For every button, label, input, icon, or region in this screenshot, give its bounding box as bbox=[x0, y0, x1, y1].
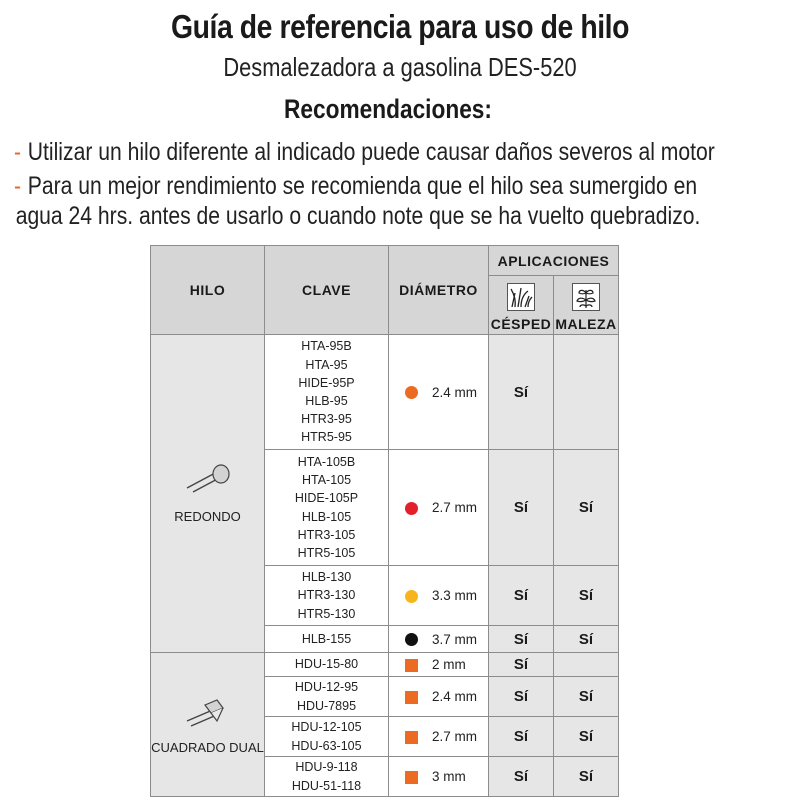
page-title: Guía de referencia para uso de hilo bbox=[170, 8, 630, 45]
header-hilo: HILO bbox=[151, 246, 265, 335]
cesped-value: Sí bbox=[489, 677, 554, 717]
cesped-value: Sí bbox=[489, 757, 554, 797]
diameter-value: 2 mm bbox=[432, 657, 466, 672]
line-type-label: REDONDO bbox=[174, 508, 241, 524]
table-row bbox=[151, 335, 619, 450]
diameter-cell bbox=[389, 566, 489, 626]
grass-icon bbox=[507, 283, 535, 311]
diameter-cell bbox=[389, 677, 489, 717]
diameter-value: 2.4 mm bbox=[432, 689, 478, 704]
square-dual-line-icon bbox=[151, 695, 264, 730]
diameter-cell bbox=[389, 335, 489, 450]
page-subtitle: Desmalezadora a gasolina DES-520 bbox=[223, 52, 577, 82]
diameter-value: 3.7 mm bbox=[432, 631, 478, 647]
line-type-cell bbox=[151, 653, 265, 797]
sku-list: HTA-105B HTA-105 HIDE-105P HLB-105 HTR3-105 HTR5-105 bbox=[265, 450, 389, 566]
sku-list: HDU-15-80 bbox=[265, 653, 389, 677]
weeds-icon bbox=[572, 283, 600, 311]
maleza-value: Sí bbox=[554, 450, 619, 566]
maleza-value: Sí bbox=[554, 757, 619, 797]
sku-list: HDU-9-118 HDU-51-118 bbox=[265, 757, 389, 797]
cesped-value: Sí bbox=[489, 566, 554, 626]
diameter-cell bbox=[389, 757, 489, 797]
color-dot bbox=[405, 386, 418, 399]
recommendations-heading: Recomendaciones: bbox=[284, 94, 492, 124]
recommendation-text: Utilizar un hilo diferente al indicado puede causar daños severos al motor bbox=[27, 138, 715, 166]
sku-list: HLB-130 HTR3-130 HTR5-130 bbox=[265, 566, 389, 626]
diameter-cell bbox=[389, 450, 489, 566]
header-aplicaciones: APLICACIONES bbox=[489, 246, 619, 276]
cesped-value: Sí bbox=[489, 626, 554, 653]
bullet-dash: - bbox=[14, 138, 22, 166]
maleza-value bbox=[554, 653, 619, 677]
color-square bbox=[405, 659, 418, 672]
table-row bbox=[151, 653, 619, 677]
color-square bbox=[405, 731, 418, 744]
color-dot bbox=[405, 590, 418, 603]
recommendation-item bbox=[14, 171, 700, 231]
color-square bbox=[405, 771, 418, 784]
cesped-value: Sí bbox=[489, 653, 554, 677]
header-maleza bbox=[554, 276, 619, 335]
cesped-value: Sí bbox=[489, 450, 554, 566]
diameter-cell bbox=[389, 626, 489, 653]
color-dot bbox=[405, 633, 418, 646]
diameter-value: 2.7 mm bbox=[432, 500, 478, 515]
recommendation-text: Para un mejor rendimiento se recomienda que el hilo sea sumergido en bbox=[27, 172, 698, 200]
header-clave: CLAVE bbox=[265, 246, 389, 335]
sku-list: HDU-12-95 HDU-7895 bbox=[265, 677, 389, 717]
maleza-value: Sí bbox=[554, 677, 619, 717]
header-cesped-label: CÉSPED bbox=[490, 316, 552, 332]
header-diametro: DIÁMETRO bbox=[389, 246, 489, 335]
diameter-value: 3 mm bbox=[432, 769, 466, 784]
maleza-value: Sí bbox=[554, 717, 619, 757]
color-square bbox=[405, 691, 418, 704]
cesped-value: Sí bbox=[489, 335, 554, 450]
maleza-value: Sí bbox=[554, 566, 619, 626]
diameter-cell bbox=[389, 717, 489, 757]
cesped-value: Sí bbox=[489, 717, 554, 757]
round-line-icon bbox=[151, 464, 264, 497]
diameter-cell bbox=[389, 653, 489, 677]
diameter-value: 3.3 mm bbox=[432, 588, 478, 603]
bullet-dash: - bbox=[14, 172, 22, 200]
color-dot bbox=[405, 502, 418, 515]
maleza-value: Sí bbox=[554, 626, 619, 653]
sku-list: HLB-155 bbox=[265, 626, 389, 653]
header-cesped bbox=[489, 276, 554, 335]
diameter-value: 2.4 mm bbox=[432, 384, 478, 400]
recommendation-item bbox=[14, 137, 715, 167]
reference-table bbox=[150, 245, 619, 797]
diameter-value: 2.7 mm bbox=[432, 729, 478, 744]
recommendation-text-continued: agua 24 hrs. antes de usarlo o cuando note que se ha vuelto quebradizo. bbox=[15, 202, 701, 230]
line-type-label: CUADRADO DUAL bbox=[151, 739, 264, 755]
sku-list: HTA-95B HTA-95 HIDE-95P HLB-95 HTR3-95 HTR5-95 bbox=[265, 335, 389, 450]
sku-list: HDU-12-105 HDU-63-105 bbox=[265, 717, 389, 757]
line-type-cell bbox=[151, 335, 265, 653]
maleza-value bbox=[554, 335, 619, 450]
header-maleza-label: MALEZA bbox=[555, 316, 617, 332]
